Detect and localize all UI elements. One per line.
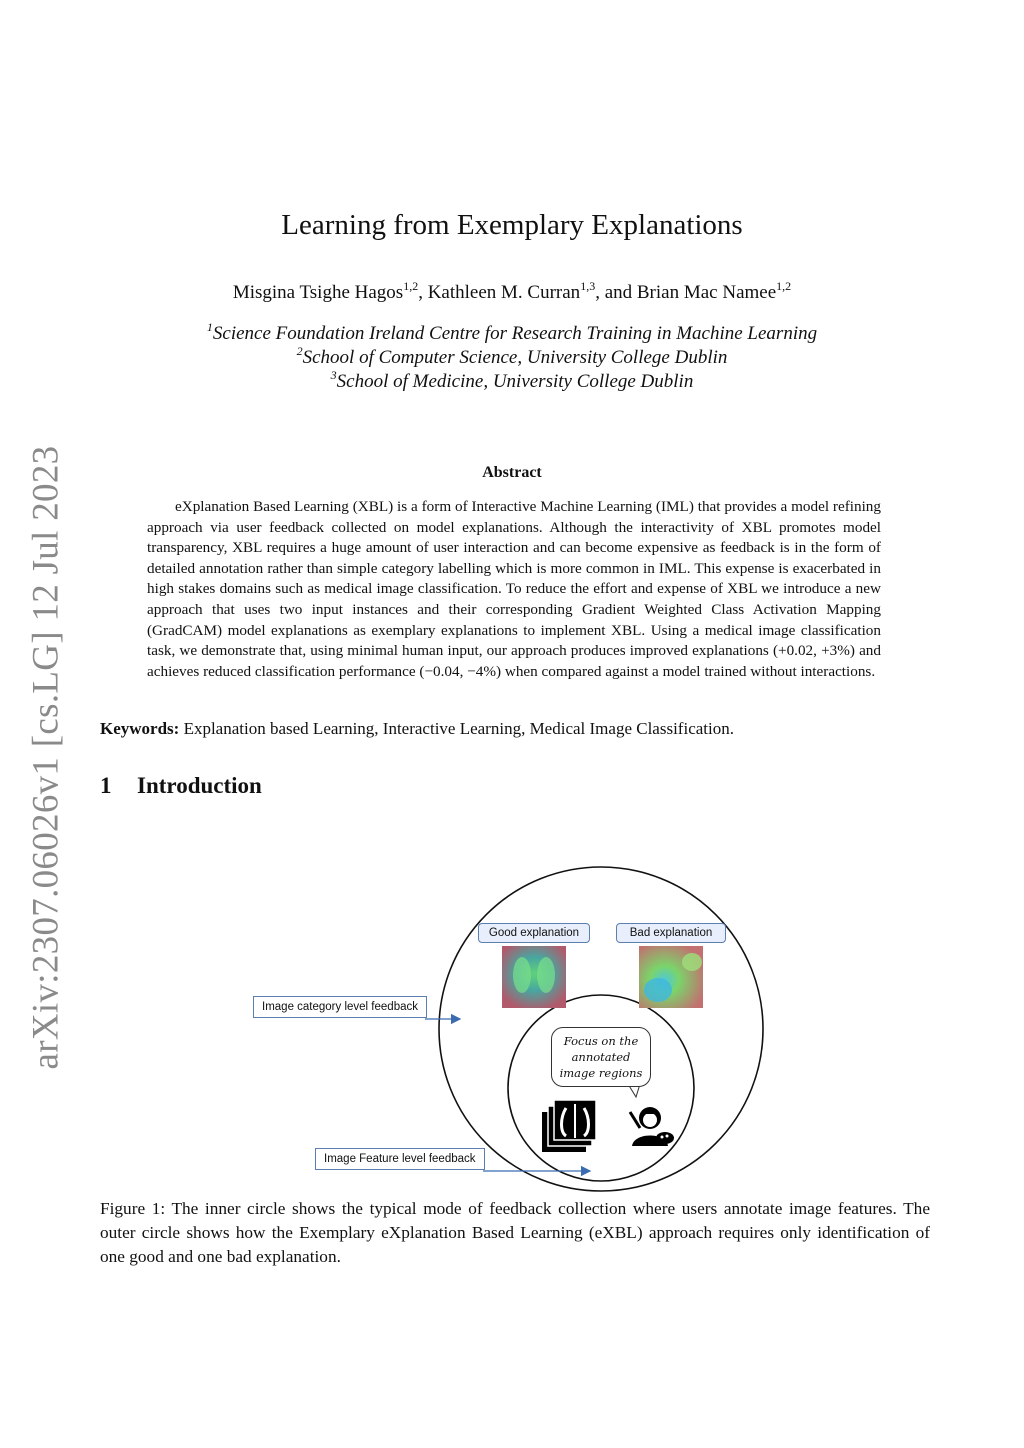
bad-focus-spot <box>644 978 672 1002</box>
affiliation-1: $^1$Science Foundation Ireland Centre for Research Training in Machine Learning <box>206 320 818 344</box>
bad-focus-spot-2 <box>682 953 702 971</box>
annotator-person-icon <box>630 1107 674 1146</box>
arxiv-id: arXiv:2307.06026v1 [cs.LG] 12 Jul 2023 <box>25 445 67 1069</box>
section-title: Introduction <box>137 773 262 798</box>
annotated-xray-stack-icon <box>542 1100 596 1152</box>
figure-caption: Figure 1: The inner circle shows the typical mode of feedback collection where users annotate image features. The outer circle shows how the Exemplary eXplanation Based Learning (eXBL) approach requires only identification of one good and one bad explanation. <box>100 1199 930 1266</box>
abstract-body: eXplanation Based Learning (XBL) is a form of Interactive Machine Learning (IML) that provides a model refining approach via user feedback collected on model explanations. Although the interactivity of XBL promotes model transparency, XBL requires a huge amount of user interaction and can become expensive as feedback is in the form of detailed annotation rather than simple category labelling which is more common in IML. This expense is exacerbated in high stakes domains such as medical image classification. To reduce the effort and expense of XBL we introduce a new approach that uses two input instances and their corresponding Gradient Weighted Class Activation Mapping (GradCAM) model explanations as exemplary explanations to implement XBL. Using a medical image classification task, we demonstrate that, using minimal human input, our approach produces improved explanations (+0.02, +3%) and achieves reduced classification performance (−0.04, −4%) when compared against a model trained without interactions. <box>147 498 881 680</box>
bubble-line-2: annotated <box>571 1050 631 1064</box>
bubble-line-1: Focus on the <box>563 1034 639 1048</box>
inner-circle <box>508 995 694 1181</box>
abstract-heading: Abstract <box>482 464 542 481</box>
good-lung-right <box>537 957 555 993</box>
author-2: Kathleen M. Curran$^{1,3}$, and <box>427 279 637 303</box>
keywords-text: Explanation based Learning, Interactive Learning, Medical Image Classification. <box>183 719 734 738</box>
good-explanation-image <box>502 946 566 1008</box>
speech-bubble <box>551 1027 651 1087</box>
author-1: Misgina Tsighe Hagos$^{1,2}$, <box>232 279 428 303</box>
paper-title: Learning from Exemplary Explanations <box>281 209 743 241</box>
category-feedback-label: Image category level feedback <box>253 996 427 1018</box>
author-3: Brian Mac Namee$^{1,2}$ <box>636 279 792 303</box>
bubble-line-3: image regions <box>559 1066 643 1080</box>
good-explanation-label: Good explanation <box>478 923 590 943</box>
feature-feedback-label: Image Feature level feedback <box>315 1148 485 1170</box>
good-lung-left <box>513 957 531 993</box>
bad-explanation-label: Bad explanation <box>616 923 726 943</box>
section-number: 1 <box>100 773 112 798</box>
affiliation-2: $^2$School of Computer Science, University College Dublin <box>296 344 728 368</box>
keywords-label: Keywords: <box>100 719 180 738</box>
affiliation-3: $^3$School of Medicine, University College Dublin <box>330 368 694 392</box>
